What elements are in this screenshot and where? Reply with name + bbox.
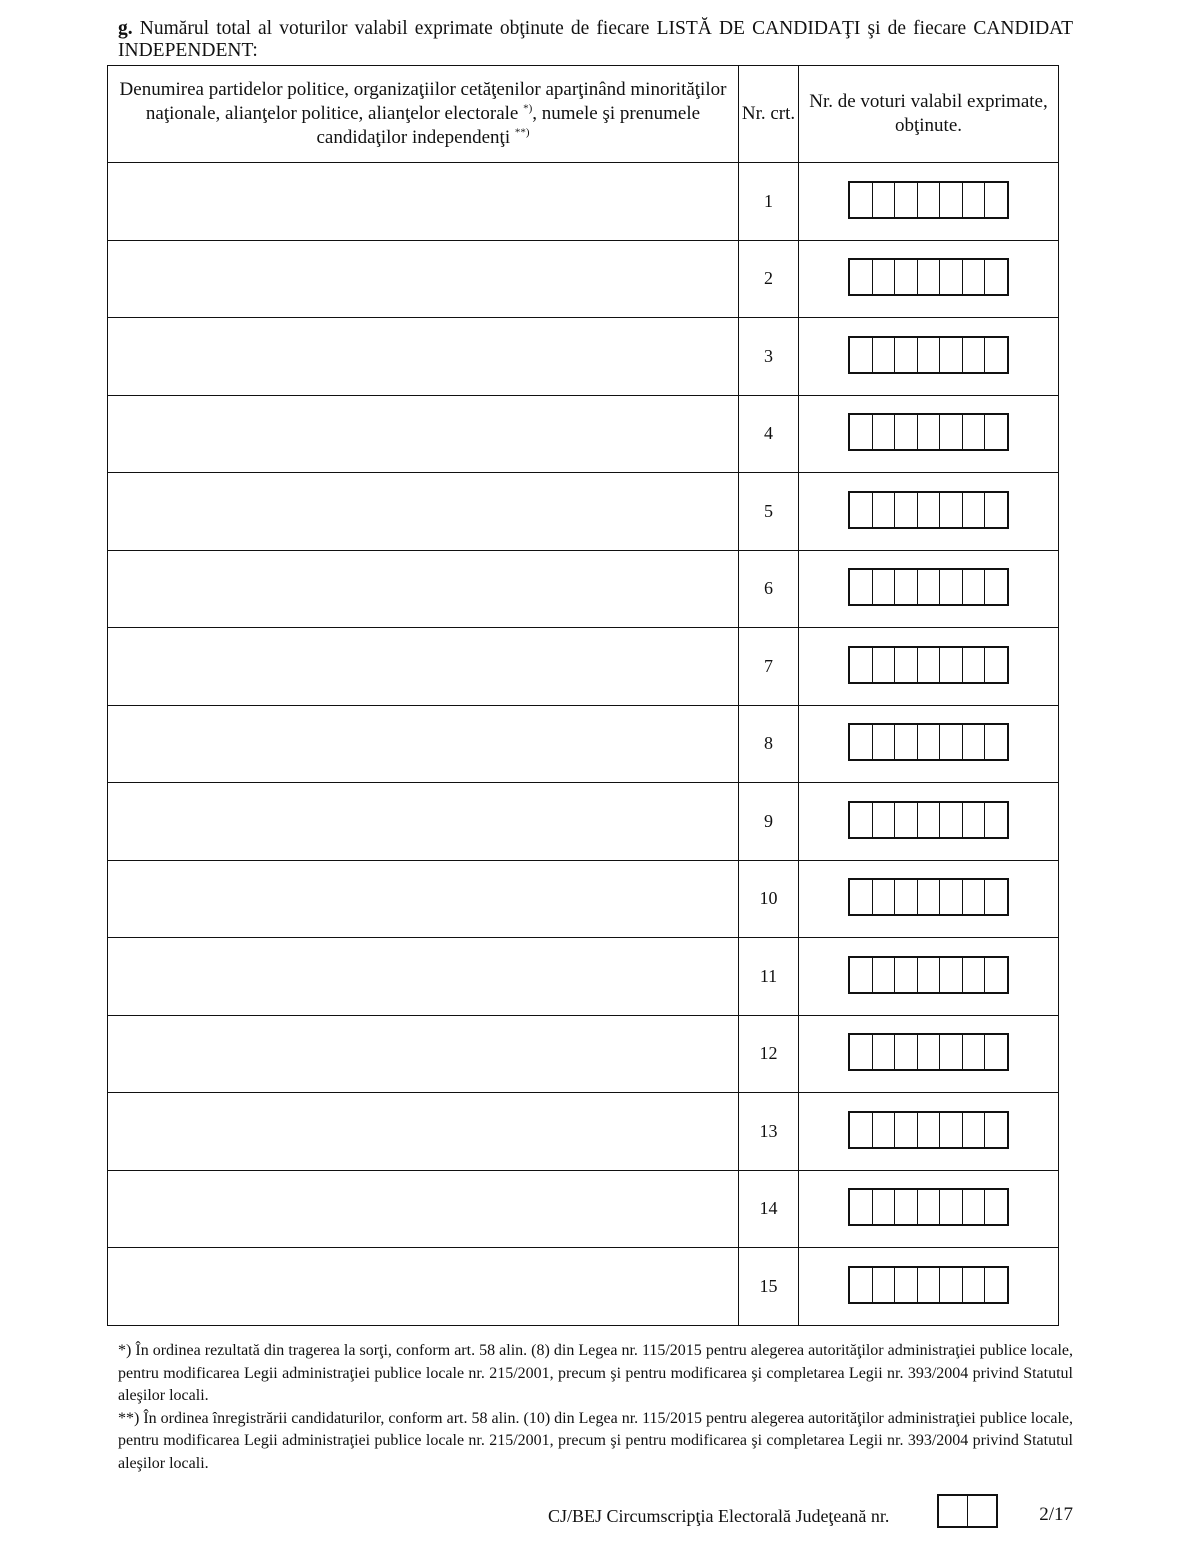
digit-box[interactable]: [894, 1035, 917, 1069]
votes-cell: [799, 705, 1059, 783]
table-row: [108, 240, 1059, 318]
digit-box[interactable]: [984, 338, 1007, 372]
votes-digit-boxes[interactable]: [848, 258, 1009, 296]
digit-box[interactable]: [894, 958, 917, 992]
digit-box[interactable]: [850, 880, 872, 914]
digit-box[interactable]: [850, 725, 872, 759]
digit-box[interactable]: [850, 1113, 872, 1147]
digit-box[interactable]: [962, 1035, 985, 1069]
digit-box[interactable]: [939, 1268, 962, 1302]
digit-box[interactable]: [939, 338, 962, 372]
votes-cell: [799, 473, 1059, 551]
candidate-name-field[interactable]: [108, 163, 739, 241]
digit-box[interactable]: [962, 1190, 985, 1224]
digit-box[interactable]: [894, 648, 917, 682]
candidate-name-field[interactable]: [108, 705, 739, 783]
page-footer: [540, 1494, 1073, 1530]
digit-box[interactable]: [872, 1190, 895, 1224]
digit-box[interactable]: [984, 1113, 1007, 1147]
digit-box[interactable]: [917, 1190, 940, 1224]
digit-box[interactable]: [872, 958, 895, 992]
table-row: [108, 783, 1059, 861]
digit-box[interactable]: [962, 648, 985, 682]
digit-box[interactable]: [894, 260, 917, 294]
footer-label: CJ/BEJ Circumscripţia Electorală Judeţeană nr.: [548, 1506, 890, 1526]
digit-box[interactable]: [872, 1268, 895, 1302]
votes-digit-boxes[interactable]: [848, 1033, 1009, 1071]
row-number: 6: [739, 550, 799, 628]
candidate-name-field[interactable]: [108, 783, 739, 861]
digit-box[interactable]: [939, 648, 962, 682]
digit-box[interactable]: [872, 725, 895, 759]
table-row: [108, 473, 1059, 551]
digit-box[interactable]: [872, 570, 895, 604]
digit-box[interactable]: [917, 493, 940, 527]
digit-box[interactable]: [939, 570, 962, 604]
digit-box[interactable]: [850, 338, 872, 372]
digit-box[interactable]: [917, 648, 940, 682]
column-header-nr: Nr. crt.: [739, 66, 799, 163]
digit-box[interactable]: [850, 803, 872, 837]
votes-cell: [799, 1248, 1059, 1326]
digit-box[interactable]: [894, 338, 917, 372]
votes-digit-boxes[interactable]: [848, 568, 1009, 606]
candidate-name-field[interactable]: [108, 473, 739, 551]
table-row: [108, 705, 1059, 783]
votes-digit-boxes[interactable]: [848, 413, 1009, 451]
digit-box[interactable]: [917, 1113, 940, 1147]
digit-box[interactable]: [967, 1496, 996, 1526]
candidate-name-field[interactable]: [108, 240, 739, 318]
digit-box[interactable]: [939, 1035, 962, 1069]
digit-box[interactable]: [850, 415, 872, 449]
digit-box[interactable]: [850, 1190, 872, 1224]
votes-digit-boxes[interactable]: [848, 1188, 1009, 1226]
candidate-name-field[interactable]: [108, 1015, 739, 1093]
candidate-name-field[interactable]: [108, 628, 739, 706]
digit-box[interactable]: [850, 1268, 872, 1302]
digit-box[interactable]: [872, 183, 895, 217]
digit-box[interactable]: [872, 338, 895, 372]
table-row: [108, 318, 1059, 396]
digit-box[interactable]: [872, 648, 895, 682]
digit-box[interactable]: [984, 1268, 1007, 1302]
digit-box[interactable]: [850, 1035, 872, 1069]
table-row: [108, 628, 1059, 706]
digit-box[interactable]: [872, 1035, 895, 1069]
digit-box[interactable]: [984, 958, 1007, 992]
footnote-1: *) În ordinea rezultată din tragerea la sorţi, conform art. 58 alin. (8) din Legea nr. 115/2015 pentru alegerea autorităţilor administraţiei publice locale, pentru modificarea Legii administraţiei publice locale nr. 215/2001, precum şi pentru modificarea şi completarea Legii nr. 393/2004 privind Statutul aleşilor locali.: [118, 1342, 1073, 1404]
digit-box[interactable]: [939, 1190, 962, 1224]
votes-table: [107, 65, 1059, 1326]
digit-box[interactable]: [939, 958, 962, 992]
section-heading-text: Numărul total al voturilor valabil exprimate obţinute de fiecare LISTĂ DE CANDIDAŢI şi de fiecare CANDIDAT INDEPENDENT:: [118, 18, 1074, 61]
digit-box[interactable]: [939, 493, 962, 527]
digit-box[interactable]: [850, 183, 872, 217]
digit-box[interactable]: [939, 803, 962, 837]
digit-box[interactable]: [917, 183, 940, 217]
votes-cell: [799, 395, 1059, 473]
votes-cell: [799, 318, 1059, 396]
digit-box[interactable]: [939, 415, 962, 449]
column-header-name-text: Denumirea partidelor politice, organizaţiilor cetăţenilor aparţinând minorităţilor naţionale, alianţelor politice, alianţelor electorale: [119, 79, 727, 124]
digit-box[interactable]: [894, 1113, 917, 1147]
digit-box[interactable]: [872, 493, 895, 527]
votes-cell: [799, 938, 1059, 1016]
footnotes: [118, 1340, 1073, 1475]
votes-cell: [799, 783, 1059, 861]
digit-box[interactable]: [984, 493, 1007, 527]
votes-cell: [799, 1093, 1059, 1171]
votes-digit-boxes[interactable]: [848, 646, 1009, 684]
digit-box[interactable]: [850, 958, 872, 992]
digit-box[interactable]: [894, 725, 917, 759]
table-body: [108, 163, 1059, 1326]
votes-cell: [799, 163, 1059, 241]
digit-box[interactable]: [962, 338, 985, 372]
candidate-name-field[interactable]: [108, 318, 739, 396]
digit-box[interactable]: [917, 803, 940, 837]
votes-cell: [799, 628, 1059, 706]
digit-box[interactable]: [872, 803, 895, 837]
section-heading: [118, 18, 1073, 62]
table-row: [108, 163, 1059, 241]
votes-digit-boxes[interactable]: [848, 801, 1009, 839]
votes-digit-boxes[interactable]: [848, 1266, 1009, 1304]
digit-box[interactable]: [917, 958, 940, 992]
digit-box[interactable]: [894, 570, 917, 604]
digit-box[interactable]: [850, 648, 872, 682]
digit-box[interactable]: [984, 1190, 1007, 1224]
column-header-name-text-2: , numele şi prenumele candidaţilor independenţi: [316, 103, 701, 148]
candidate-name-field[interactable]: [108, 938, 739, 1016]
digit-box[interactable]: [894, 1268, 917, 1302]
digit-box[interactable]: [962, 725, 985, 759]
digit-box[interactable]: [984, 803, 1007, 837]
digit-box[interactable]: [962, 260, 985, 294]
table-row: [108, 1093, 1059, 1171]
table-row: [108, 1015, 1059, 1093]
row-number: 9: [739, 783, 799, 861]
candidate-name-field[interactable]: [108, 1248, 739, 1326]
row-number: 8: [739, 705, 799, 783]
digit-box[interactable]: [917, 880, 940, 914]
digit-box[interactable]: [962, 183, 985, 217]
table-row: [108, 1170, 1059, 1248]
table-header-row: [108, 66, 1059, 163]
digit-box[interactable]: [984, 1035, 1007, 1069]
row-number: 14: [739, 1170, 799, 1248]
candidate-name-field[interactable]: [108, 550, 739, 628]
digit-box[interactable]: [894, 183, 917, 217]
votes-cell: [799, 1170, 1059, 1248]
digit-box[interactable]: [872, 260, 895, 294]
row-number: 15: [739, 1248, 799, 1326]
digit-box[interactable]: [894, 1190, 917, 1224]
table-row: [108, 1248, 1059, 1326]
section-letter: g.: [118, 18, 133, 39]
row-number: 13: [739, 1093, 799, 1171]
digit-box[interactable]: [917, 570, 940, 604]
digit-box[interactable]: [939, 1496, 967, 1526]
digit-box[interactable]: [850, 260, 872, 294]
digit-box[interactable]: [872, 1113, 895, 1147]
digit-box[interactable]: [939, 725, 962, 759]
votes-cell: [799, 240, 1059, 318]
table-row: [108, 860, 1059, 938]
digit-box[interactable]: [850, 570, 872, 604]
votes-cell: [799, 860, 1059, 938]
row-number: 5: [739, 473, 799, 551]
digit-box[interactable]: [917, 415, 940, 449]
row-number: 7: [739, 628, 799, 706]
digit-box[interactable]: [962, 570, 985, 604]
page-number: 2/17: [1039, 1504, 1073, 1525]
votes-digit-boxes[interactable]: [848, 491, 1009, 529]
digit-box[interactable]: [872, 880, 895, 914]
digit-box[interactable]: [850, 493, 872, 527]
digit-box[interactable]: [962, 1113, 985, 1147]
digit-box[interactable]: [962, 1268, 985, 1302]
votes-digit-boxes[interactable]: [848, 336, 1009, 374]
digit-box[interactable]: [917, 260, 940, 294]
footnote-marker-1: *): [523, 102, 533, 115]
digit-box[interactable]: [917, 338, 940, 372]
digit-box[interactable]: [917, 1035, 940, 1069]
row-number: 12: [739, 1015, 799, 1093]
digit-box[interactable]: [939, 880, 962, 914]
row-number: 3: [739, 318, 799, 396]
row-number: 10: [739, 860, 799, 938]
digit-box[interactable]: [962, 880, 985, 914]
row-number: 2: [739, 240, 799, 318]
digit-box[interactable]: [894, 493, 917, 527]
digit-box[interactable]: [917, 725, 940, 759]
votes-digit-boxes[interactable]: [848, 181, 1009, 219]
votes-cell: [799, 550, 1059, 628]
table-row: [108, 395, 1059, 473]
digit-box[interactable]: [894, 803, 917, 837]
digit-box[interactable]: [984, 570, 1007, 604]
digit-box[interactable]: [984, 415, 1007, 449]
digit-box[interactable]: [962, 958, 985, 992]
digit-box[interactable]: [984, 880, 1007, 914]
candidate-name-field[interactable]: [108, 1093, 739, 1171]
digit-box[interactable]: [962, 493, 985, 527]
digit-box[interactable]: [984, 183, 1007, 217]
digit-box[interactable]: [962, 803, 985, 837]
row-number: 1: [739, 163, 799, 241]
column-header-name: [108, 66, 739, 163]
candidate-name-field[interactable]: [108, 1170, 739, 1248]
digit-box[interactable]: [894, 880, 917, 914]
digit-box[interactable]: [939, 1113, 962, 1147]
row-number: 4: [739, 395, 799, 473]
votes-digit-boxes[interactable]: [848, 956, 1009, 994]
column-header-votes: Nr. de voturi valabil exprimate, obţinute.: [799, 66, 1059, 163]
candidate-name-field[interactable]: [108, 395, 739, 473]
footnote-2: **) În ordinea înregistrării candidaturilor, conform art. 58 alin. (10) din Legea nr. 115/2015 pentru alegerea autorităţilor administraţiei publice locale, pentru modificarea Legii administraţiei publice locale nr. 215/2001, precum şi pentru modificarea şi completarea Legii nr. 393/2004 privind Statutul aleşilor locali.: [118, 1409, 1073, 1472]
row-number: 11: [739, 938, 799, 1016]
table-row: [108, 550, 1059, 628]
footnote-marker-2: **): [514, 126, 530, 139]
votes-digit-boxes[interactable]: [848, 723, 1009, 761]
digit-box[interactable]: [939, 183, 962, 217]
digit-box[interactable]: [872, 415, 895, 449]
digit-box[interactable]: [984, 648, 1007, 682]
votes-digit-boxes[interactable]: [848, 878, 1009, 916]
digit-box[interactable]: [984, 260, 1007, 294]
county-number-boxes[interactable]: [937, 1494, 998, 1528]
digit-box[interactable]: [962, 415, 985, 449]
digit-box[interactable]: [984, 725, 1007, 759]
digit-box[interactable]: [917, 1268, 940, 1302]
votes-digit-boxes[interactable]: [848, 1111, 1009, 1149]
digit-box[interactable]: [939, 260, 962, 294]
votes-cell: [799, 1015, 1059, 1093]
table-row: [108, 938, 1059, 1016]
candidate-name-field[interactable]: [108, 860, 739, 938]
digit-box[interactable]: [894, 415, 917, 449]
